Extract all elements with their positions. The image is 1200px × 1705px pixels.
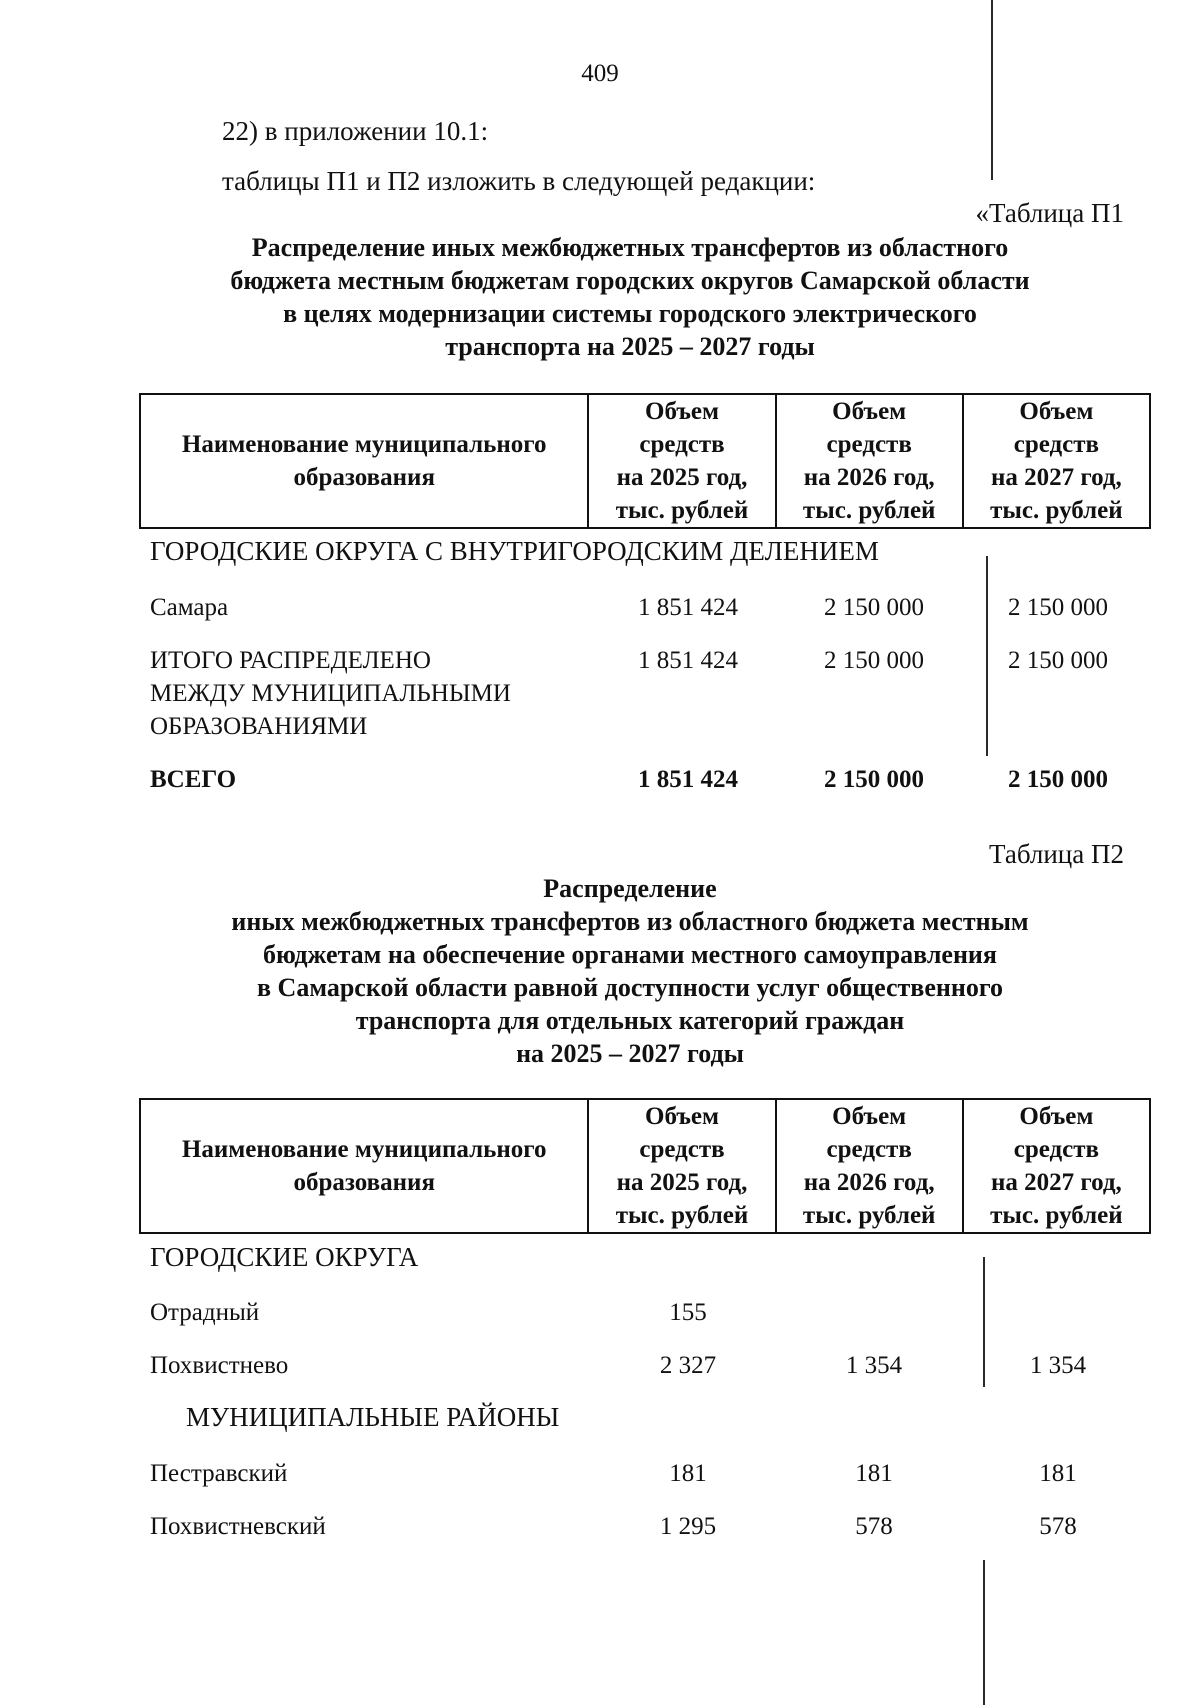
column-header-2025: Объем средств на 2025 год, тыс. рублей [588,394,775,528]
instruction-text: таблицы П1 и П2 изложить в следующей редакции: [222,166,816,196]
scan-line-mark [991,0,993,180]
row-name: ВСЕГО [150,766,237,793]
value-2025: 1 851 424 [638,766,738,793]
column-header-2026: Объем средств на 2026 год, тыс. рублей [776,394,963,528]
value-2027: 1 354 [1029,1352,1087,1379]
column-header-2026: Объем средств на 2026 год, тыс. рублей [776,1099,963,1233]
value-2026: 578 [855,1513,893,1540]
column-header-2027: Объем средств на 2027 год, тыс. рублей [963,394,1150,528]
row-name: Похвистнево [150,1352,289,1379]
value-2025: 181 [669,1460,707,1487]
value-2026: 1 354 [845,1352,903,1379]
table-p1-title: Распределение иных межбюджетных трансфертов из областного бюджета местным бюджетам городских округов Самарской области в целях модернизации системы городского электрического транспорта на 2025 – 2027 годы [230,233,1030,361]
value-2027: 2 150 000 [1008,594,1108,621]
row-name: ИТОГО РАСПРЕДЕЛЕНО МЕЖДУ МУНИЦИПАЛЬНЫМИ ОБРАЗОВАНИЯМИ [150,647,511,740]
row-name: Самара [150,594,229,621]
scan-line-mark [983,1560,985,1705]
value-2025: 1 851 424 [638,594,738,621]
column-header-2025: Объем средств на 2025 год, тыс. рублей [588,1099,775,1233]
value-2027: 578 [1039,1513,1077,1540]
table-p2-label: Таблица П2 [989,839,1124,869]
value-2026: 2 150 000 [824,766,924,793]
column-header-name: Наименование муниципального образования [140,394,588,528]
table-p2-title: Распределение иных межбюджетных трансфертов из областного бюджета местным бюджетам на обеспечение органами местного самоуправления в Самарской области равной доступности услуг общественного транспорта для отдельных категорий граждан на 2025 – 2027 годы [231,874,1029,1068]
item-heading: 22) в приложении 10.1: [222,116,489,146]
column-header-name: Наименование муниципального образования [140,1099,588,1233]
value-2025: 155 [669,1299,707,1326]
row-name: Похвистневский [150,1513,326,1540]
section-heading: МУНИЦИПАЛЬНЫЕ РАЙОНЫ [186,1402,560,1432]
value-2025: 2 327 [659,1352,717,1379]
page-number: 409 [581,60,619,87]
value-2025: 1 295 [659,1513,717,1540]
value-2026: 181 [855,1460,893,1487]
scan-line-mark [983,1257,985,1387]
row-name: Отрадный [150,1299,260,1326]
table-p2-header [139,1098,1151,1234]
section-heading: ГОРОДСКИЕ ОКРУГА С ВНУТРИГОРОДСКИМ ДЕЛЕНИЕМ [150,536,879,566]
value-2027: 2 150 000 [1008,766,1108,793]
value-2026: 2 150 000 [824,647,924,674]
value-2027: 2 150 000 [1008,647,1108,674]
scan-line-mark [986,556,988,756]
column-header-2027: Объем средств на 2027 год, тыс. рублей [963,1099,1150,1233]
row-name: Пестравский [150,1460,288,1487]
table-p1-header [139,393,1151,529]
table-p1-label: «Таблица П1 [975,198,1124,228]
section-heading: ГОРОДСКИЕ ОКРУГА [150,1242,419,1272]
value-2027: 181 [1039,1460,1077,1487]
value-2026: 2 150 000 [824,594,924,621]
value-2025: 1 851 424 [638,647,738,674]
